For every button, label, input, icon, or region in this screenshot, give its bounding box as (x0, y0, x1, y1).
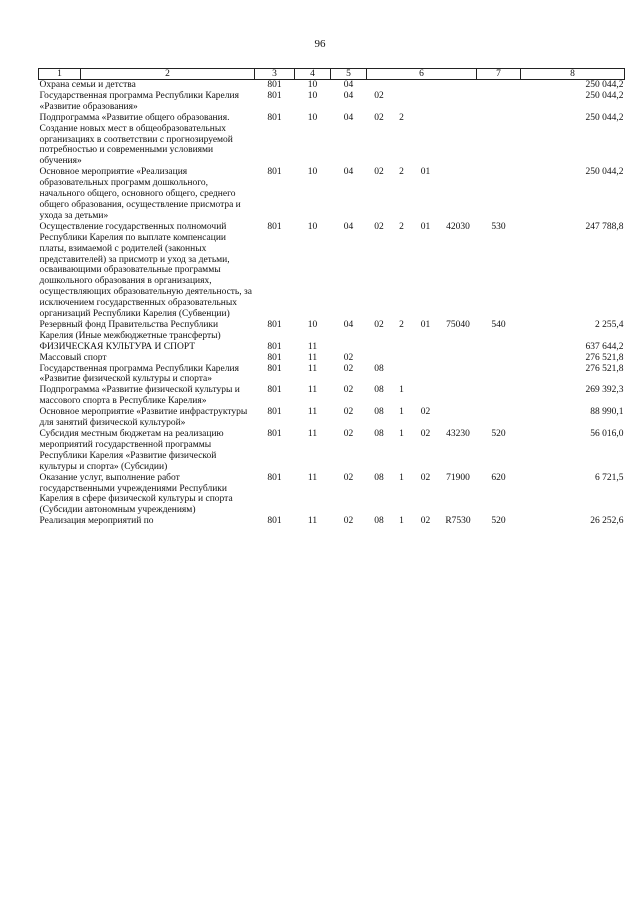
col-6-activity (412, 80, 440, 91)
col-6-activity (412, 353, 440, 364)
col-7 (477, 342, 521, 353)
table-row (39, 516, 625, 527)
col-6-direction: 75040 (446, 319, 470, 330)
col-6-subprogram: 1 (399, 429, 404, 439)
row-name: Основное мероприятие «Реализация образовательных программ дошкольного, начального общего, основного общего, среднего общего образования, осуществление присмотра и ухода за детьми» (39, 167, 241, 221)
col-5: 04 (343, 167, 354, 178)
col-6-program: 08 (374, 407, 384, 418)
col-8-amount: 250 044,2 (585, 167, 624, 178)
col-4: 11 (307, 341, 318, 352)
col-6-program: 08 (374, 363, 384, 374)
col-5: 04 (343, 319, 354, 330)
col-3: 801 (267, 363, 282, 374)
col-6-subprogram: 1 (399, 385, 404, 396)
col-7: 530 (491, 221, 506, 232)
col-5: 02 (343, 472, 354, 483)
col-4: 11 (307, 429, 318, 439)
row-name: Государственная программа Республики Карелия «Развитие образования» (39, 90, 239, 112)
col-5: 02 (343, 429, 354, 439)
header-col-7: 7 (477, 69, 521, 80)
col-7: 620 (491, 472, 506, 483)
col-5: 04 (343, 221, 354, 232)
col-5: 04 (343, 112, 354, 123)
row-name: Основное мероприятие «Развитие инфраструктуры для занятий физической культурой» (39, 407, 248, 429)
table-row (39, 429, 625, 473)
row-name: Осуществление государственных полномочий Республики Карелия по выплате компенсации платы, взимаемой с родителей (законных представителей) за присмотр и уход за детьми, осваивающими образовательные программы дошкольного образования в организациях, осуществляющих образовательную деятельность, за исключением государственных образовательных организаций Республики Карелия (Субвенции) (39, 221, 252, 320)
col-6-subprogram: 1 (399, 407, 404, 418)
col-4: 10 (307, 319, 318, 330)
col-8-amount: 276 521,8 (585, 352, 624, 363)
col-3: 801 (267, 167, 282, 178)
header-row (39, 69, 625, 80)
col-6-subprogram (392, 353, 412, 364)
col-6-program (367, 342, 392, 353)
col-4: 11 (307, 516, 318, 527)
col-3: 801 (267, 385, 282, 396)
row-name: Массовый спорт (39, 352, 107, 363)
col-3: 801 (267, 341, 282, 352)
col-7 (477, 385, 521, 407)
col-6-activity: 02 (420, 472, 431, 483)
table-row (39, 113, 625, 168)
header-col-8: 8 (521, 69, 625, 80)
col-8-amount: 26 252,6 (590, 516, 624, 527)
row-name: ФИЗИЧЕСКАЯ КУЛЬТУРА И СПОРТ (39, 341, 196, 352)
row-name: Подпрограмма «Развитие физической культуры и массового спорта в Республике Карелия» (39, 385, 240, 407)
col-6-direction (440, 364, 477, 386)
col-6-subprogram: 2 (399, 319, 404, 330)
col-6-direction: 43230 (446, 429, 470, 439)
col-6-program: 02 (374, 112, 384, 123)
col-6-program: 02 (374, 319, 384, 330)
budget-table (38, 68, 625, 527)
col-5: 02 (343, 407, 354, 418)
col-7 (477, 91, 521, 113)
table-row (39, 385, 625, 407)
col-6-activity: 02 (420, 407, 431, 418)
col-6-subprogram: 2 (399, 221, 404, 232)
col-7 (477, 80, 521, 91)
col-6-direction: 71900 (446, 472, 470, 483)
header-col-5: 5 (331, 69, 367, 80)
col-7 (477, 353, 521, 364)
col-8-amount: 247 788,8 (585, 221, 624, 232)
table-row (39, 91, 625, 113)
col-3: 801 (267, 221, 282, 232)
row-name: Субсидия местным бюджетам на реализацию мероприятий государственной программы Республики Карелия «Развитие физической культуры и спорта» (Субсидии) (39, 429, 224, 472)
col-3: 801 (267, 516, 282, 527)
col-4: 10 (307, 112, 318, 123)
col-7 (477, 167, 521, 222)
col-7 (477, 113, 521, 168)
col-8-amount: 276 521,8 (585, 363, 624, 374)
header-col-6: 6 (367, 69, 477, 80)
col-6-program (367, 353, 392, 364)
col-7: 520 (491, 429, 506, 439)
col-4: 11 (307, 352, 318, 363)
col-6-subprogram (392, 80, 412, 91)
col-5: 02 (343, 363, 354, 374)
col-6-activity: 01 (420, 221, 431, 232)
col-6-subprogram: 1 (399, 472, 404, 483)
table-row (39, 473, 625, 517)
col-8-amount: 269 392,3 (585, 385, 624, 396)
col-4: 10 (307, 167, 318, 178)
col-6-direction (440, 407, 477, 429)
col-3: 801 (267, 352, 282, 363)
col-4: 11 (307, 407, 318, 418)
row-name: Оказание услуг, выполнение работ государственными учреждениями Республики Карелия в сфере физической культуры и спорта (Субсидии автономным учреждениям) (39, 472, 233, 516)
col-6-program: 02 (374, 221, 384, 232)
page-number: 96 (314, 38, 326, 50)
col-7 (477, 407, 521, 429)
col-6-activity: 01 (420, 167, 431, 178)
row-name: Реализация мероприятий по (39, 516, 154, 527)
row-name: Государственная программа Республики Карелия «Развитие физической культуры и спорта» (39, 363, 239, 385)
col-3: 801 (267, 90, 282, 101)
table-row (39, 222, 625, 320)
col-6-program: 08 (374, 429, 384, 439)
col-3: 801 (267, 80, 282, 90)
col-5: 04 (343, 90, 354, 101)
col-6-subprogram: 1 (399, 516, 404, 527)
col-6-activity (412, 364, 440, 386)
row-name: Резервный фонд Правительства Республики Карелия (Иные межбюджетные трансферты) (39, 319, 221, 341)
col-6-subprogram (392, 91, 412, 113)
col-6-direction (440, 385, 477, 407)
col-6-program: 02 (374, 90, 384, 101)
col-6-program: 08 (374, 385, 384, 396)
table-row (39, 320, 625, 342)
col-8-amount: 2 255,4 (595, 319, 624, 330)
col-5: 02 (343, 516, 354, 527)
col-6-direction: R7530 (445, 516, 471, 527)
table-row (39, 167, 625, 222)
col-6-direction (440, 353, 477, 364)
col-6-program (367, 80, 392, 91)
col-8-amount: 6 721,5 (595, 472, 624, 483)
col-6-activity: 01 (420, 319, 431, 330)
col-8-amount: 250 044,2 (585, 90, 624, 101)
row-name: Охрана семьи и детства (39, 80, 136, 90)
col-6-activity: 02 (420, 516, 431, 527)
table-row (39, 407, 625, 429)
col-7 (477, 364, 521, 386)
col-8-amount: 637 644,2 (585, 341, 624, 352)
col-3: 801 (267, 319, 282, 330)
col-6-direction (440, 342, 477, 353)
col-6-subprogram: 2 (399, 167, 404, 178)
col-5: 02 (343, 385, 354, 396)
table-row (39, 353, 625, 364)
col-4: 10 (307, 80, 318, 90)
table-body (39, 80, 625, 528)
col-8-amount: 88 990,1 (590, 407, 624, 418)
col-6-subprogram: 2 (399, 112, 404, 123)
col-6-direction (440, 80, 477, 91)
col-8-amount: 56 016,0 (590, 429, 624, 439)
col-6-direction (440, 91, 477, 113)
col-6-direction: 42030 (446, 221, 470, 232)
col-3: 801 (267, 429, 282, 439)
col-6-activity (412, 113, 440, 168)
col-8-amount: 250 044,2 (585, 80, 624, 90)
col-6-activity: 02 (420, 429, 431, 439)
col-6-activity (412, 385, 440, 407)
col-6-activity (412, 91, 440, 113)
col-5 (331, 342, 367, 353)
col-5: 02 (343, 352, 354, 363)
col-6-direction (440, 113, 477, 168)
col-4: 11 (307, 363, 318, 374)
col-5: 04 (343, 80, 354, 90)
col-3: 801 (267, 407, 282, 418)
table-row (39, 80, 625, 91)
col-6-activity (412, 342, 440, 353)
col-6-program: 02 (374, 167, 384, 178)
col-7: 540 (491, 319, 506, 330)
col-6-program: 08 (374, 516, 384, 527)
col-3: 801 (267, 472, 282, 483)
col-6-direction (440, 167, 477, 222)
header-col-4: 4 (295, 69, 331, 80)
col-6-subprogram (392, 364, 412, 386)
header-col-3: 3 (255, 69, 295, 80)
col-4: 11 (307, 472, 318, 483)
col-4: 10 (307, 221, 318, 232)
table-row (39, 342, 625, 353)
header-col-2: 2 (81, 69, 255, 80)
col-3: 801 (267, 112, 282, 123)
col-6-program: 08 (374, 472, 384, 483)
col-4: 10 (307, 90, 318, 101)
col-6-subprogram (392, 342, 412, 353)
table-row (39, 364, 625, 386)
col-7: 520 (491, 516, 506, 527)
header-col-1: 1 (39, 69, 81, 80)
col-8-amount: 250 044,2 (585, 112, 624, 123)
col-4: 11 (307, 385, 318, 396)
row-name: Подпрограмма «Развитие общего образования. Создание новых мест в общеобразовательных организациях в соответствии с прогнозируемой потребностью и современными условиями обучения» (39, 112, 233, 167)
